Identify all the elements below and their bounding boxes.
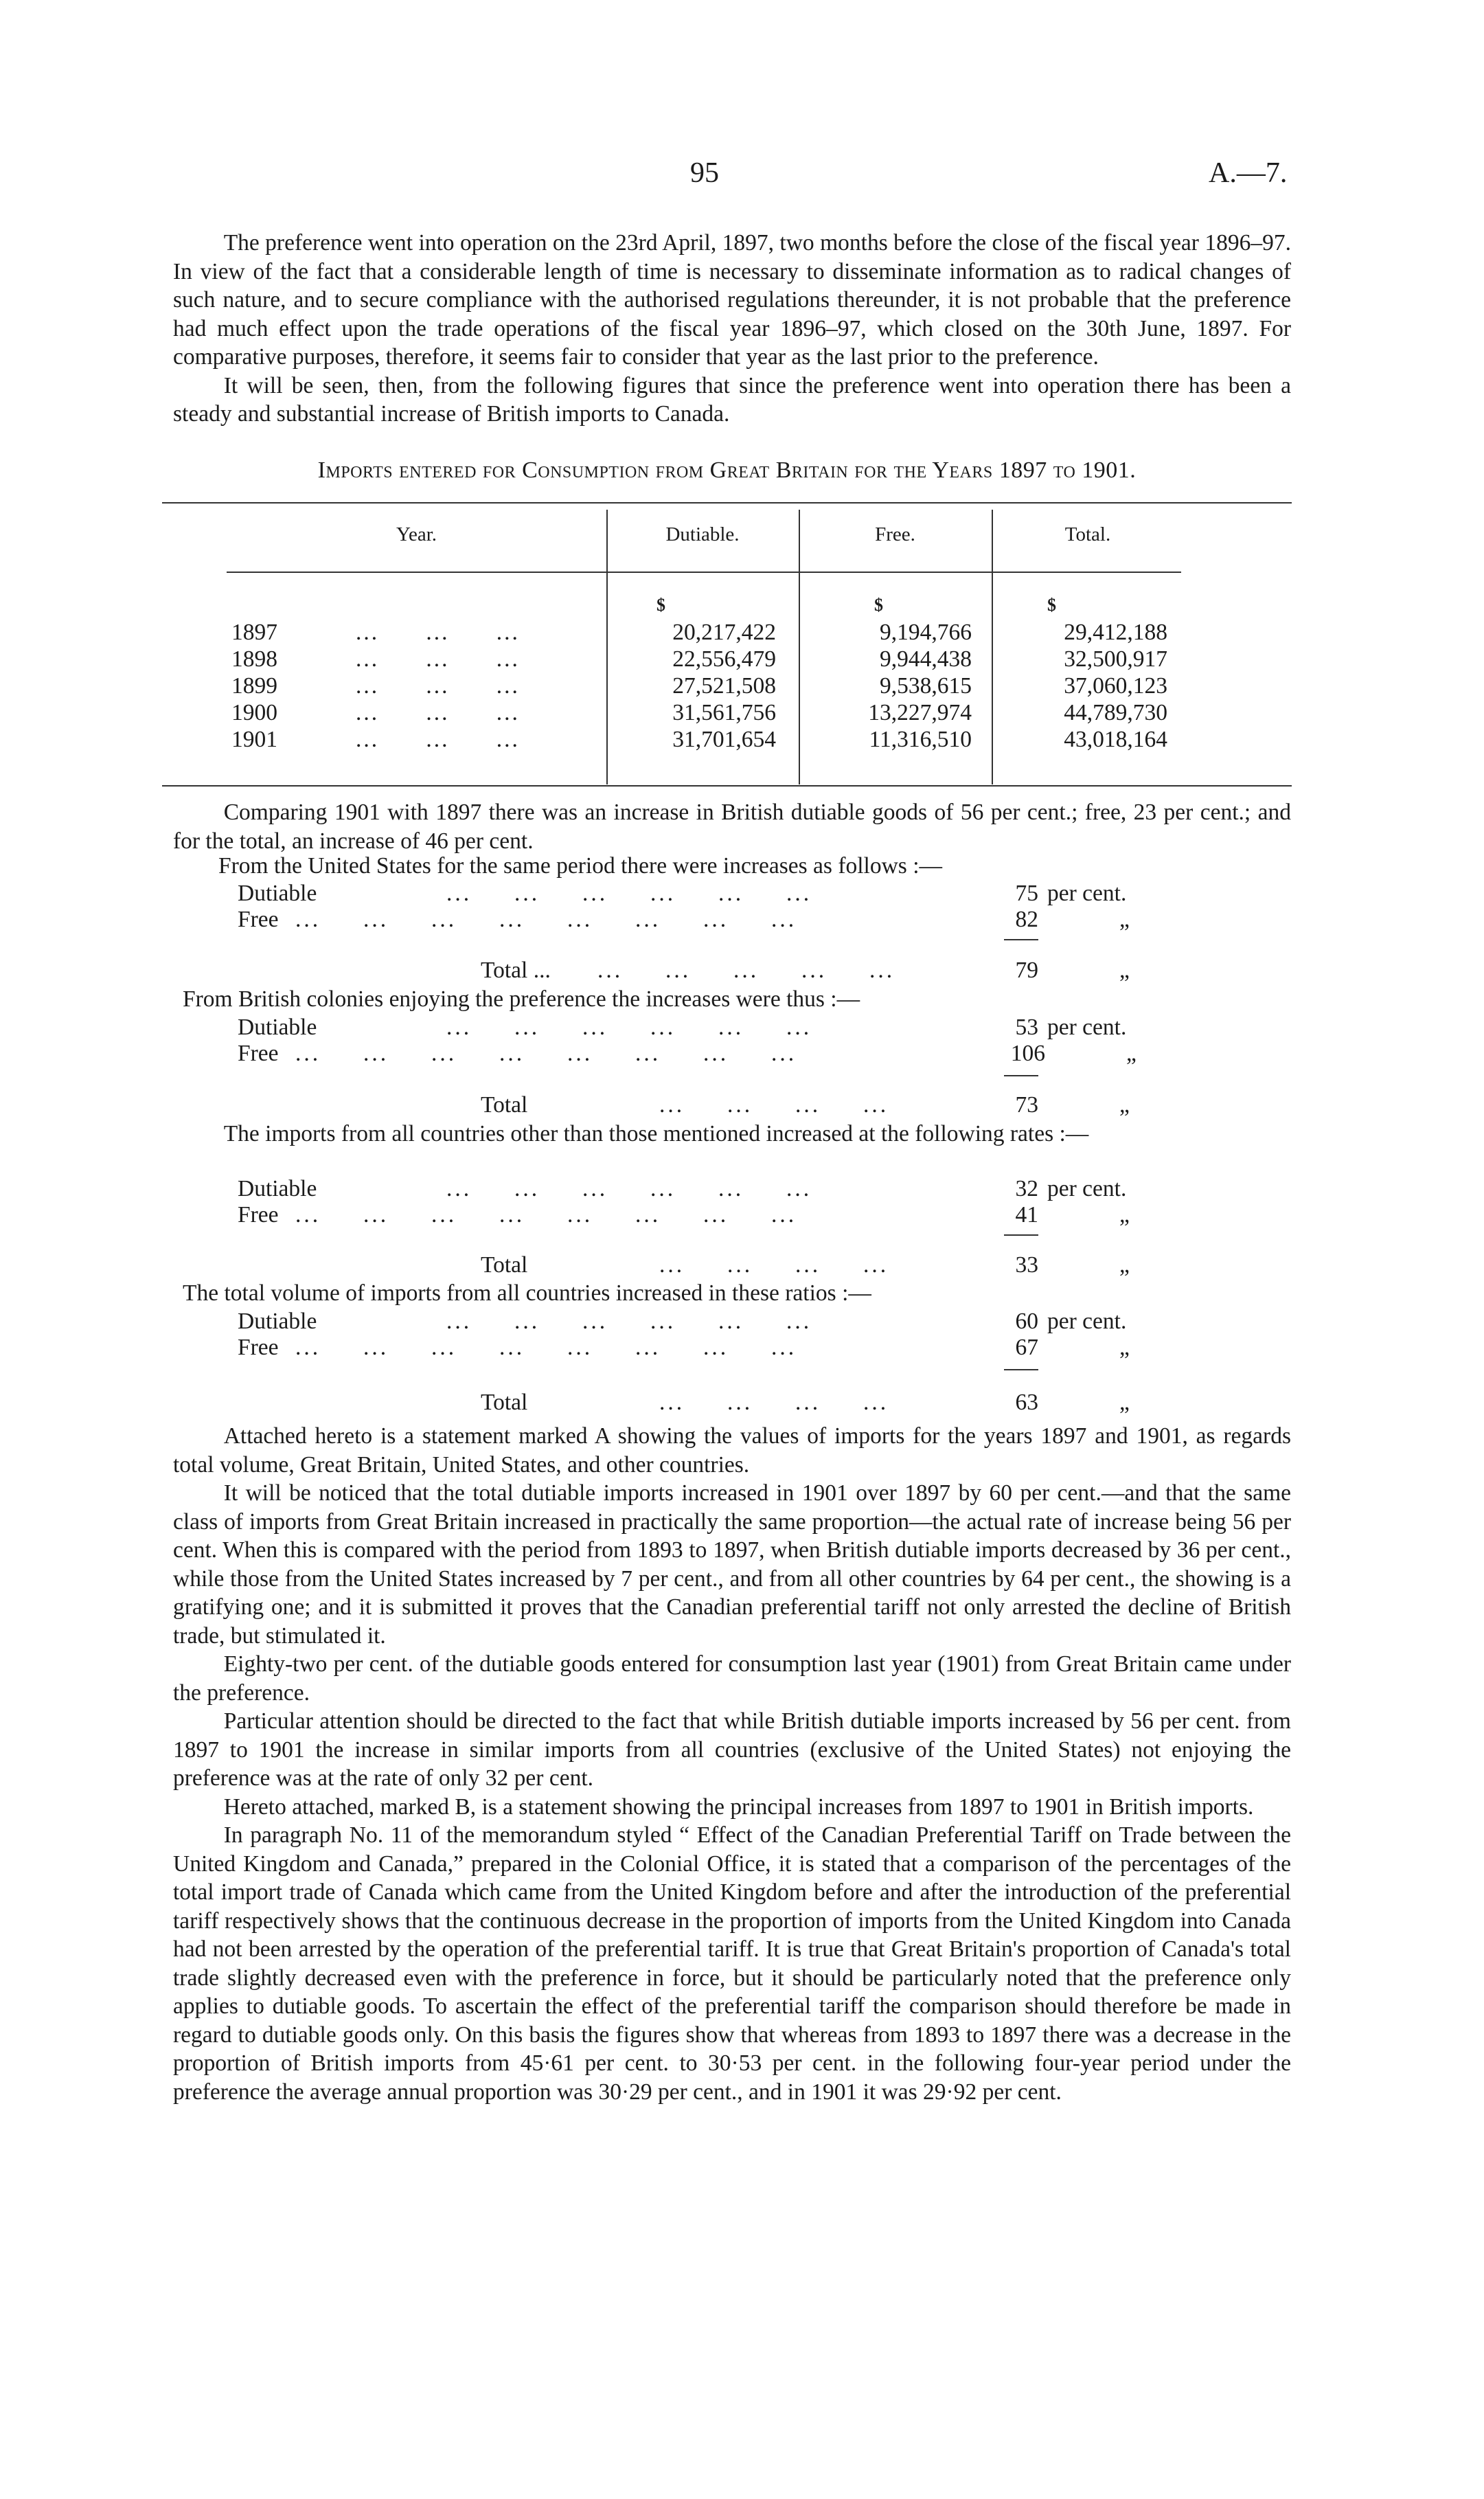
dutiable-unit: per cent. bbox=[1047, 1176, 1127, 1201]
row-total: 37,060,123 bbox=[1064, 673, 1167, 699]
document-reference: A.—7. bbox=[1209, 157, 1288, 189]
dot-leader: ... ... ... ... ... ... ... ... bbox=[295, 907, 797, 932]
dot-leader: ... ... ... ... ... ... bbox=[446, 881, 812, 906]
dot-leader: ... ... ... ... ... bbox=[597, 958, 895, 983]
dot-leader: ... ... ... ... ... ... ... ... bbox=[295, 1335, 797, 1360]
closing-paragraph: It will be noticed that the total dutiable imports increased in 1901 over 1897 by 60 per cent.—and that the same class of imports from Great Britain increased in practically the same proportion—the actual rate of increase being 56 per cent. When this is compared with the period from 1893 to 1897, when British dutiable imports decreased by 36 per cent., while those from the United States increased by 7 per cent., and from all other countries by 64 per cent., the showing is a gratifying one; and it is submitted it proves that the Canadian preferential tariff not only arrested the decline of British trade, but stimulated it. bbox=[173, 1480, 1291, 1649]
free-unit: „ bbox=[1119, 1202, 1130, 1228]
dutiable-value: 32 bbox=[1015, 1176, 1038, 1201]
dutiable-unit: per cent. bbox=[1047, 881, 1127, 906]
currency-free: $ bbox=[874, 595, 883, 615]
row-year: 1901 bbox=[231, 727, 277, 752]
total-label: Total ... bbox=[481, 958, 551, 983]
header-total: Total. bbox=[1064, 523, 1111, 545]
row-free: 13,227,974 bbox=[868, 700, 972, 725]
group-intro: From British colonies enjoying the preference the increases were thus :— bbox=[183, 986, 860, 1012]
free-label: Free bbox=[238, 1335, 279, 1360]
dot-leader: ... ... ... ... bbox=[659, 1092, 889, 1118]
row-leader: ... ... ... bbox=[356, 620, 520, 645]
dot-leader: ... ... ... ... ... ... ... ... bbox=[295, 1202, 797, 1228]
row-year: 1897 bbox=[231, 620, 277, 645]
row-free: 9,538,615 bbox=[880, 673, 972, 699]
row-dutiable: 31,561,756 bbox=[672, 700, 776, 725]
dot-leader: ... ... ... ... bbox=[659, 1390, 889, 1415]
row-dutiable: 22,556,479 bbox=[672, 646, 776, 672]
dutiable-label: Dutiable bbox=[238, 1176, 317, 1201]
dot-leader: ... ... ... ... ... ... bbox=[446, 1015, 812, 1040]
currency-total: $ bbox=[1047, 595, 1056, 615]
dutiable-value: 60 bbox=[1015, 1309, 1038, 1334]
closing-paragraph: Attached hereto is a statement marked A showing the values of imports for the years 1897 and 1901, as regards total volume, Great Britain, United States, and other countries. bbox=[173, 1423, 1291, 1478]
row-leader: ... ... ... bbox=[356, 646, 520, 672]
dutiable-label: Dutiable bbox=[238, 881, 317, 906]
total-value: 73 bbox=[1015, 1092, 1038, 1118]
dot-leader: ... ... ... ... bbox=[659, 1252, 889, 1278]
free-unit: „ bbox=[1126, 1041, 1137, 1066]
free-value: 41 bbox=[1015, 1202, 1038, 1228]
table-col-divider bbox=[799, 510, 800, 784]
table-top-rule bbox=[162, 502, 1292, 504]
table-title: Imports entered for Consumption from Great Britain for the Years 1897 to 1901. bbox=[317, 457, 1137, 483]
row-year: 1898 bbox=[231, 646, 277, 672]
total-unit: „ bbox=[1119, 1390, 1130, 1415]
total-label: Total bbox=[481, 1092, 528, 1118]
total-value: 79 bbox=[1015, 958, 1038, 983]
group-intro: From the United States for the same period there were increases as follows :— bbox=[218, 853, 943, 879]
intro-section bbox=[173, 229, 1291, 429]
table-col-divider bbox=[606, 510, 608, 784]
free-unit: „ bbox=[1119, 1335, 1130, 1360]
table-header-rule bbox=[227, 572, 1181, 573]
page-number: 95 bbox=[690, 157, 719, 189]
total-unit: „ bbox=[1119, 958, 1130, 983]
sum-rule bbox=[1004, 1075, 1038, 1076]
dot-leader: ... ... ... ... ... ... bbox=[446, 1309, 812, 1334]
closing-paragraph: Hereto attached, marked B, is a statement showing the principal increases from 1897 to 1901 in British imports. bbox=[223, 1794, 1254, 1820]
row-free: 9,194,766 bbox=[880, 620, 972, 645]
row-year: 1900 bbox=[231, 700, 277, 725]
header-free: Free. bbox=[875, 523, 915, 545]
dutiable-unit: per cent. bbox=[1047, 1309, 1127, 1334]
row-dutiable: 20,217,422 bbox=[672, 620, 776, 645]
dutiable-value: 53 bbox=[1015, 1015, 1038, 1040]
row-year: 1899 bbox=[231, 673, 277, 699]
row-total: 43,018,164 bbox=[1064, 727, 1167, 752]
header-year: Year. bbox=[396, 523, 437, 545]
closing-section bbox=[173, 1422, 1291, 2106]
total-label: Total bbox=[481, 1390, 528, 1415]
row-free: 11,316,510 bbox=[869, 727, 972, 752]
free-value: 67 bbox=[1015, 1335, 1038, 1360]
dot-leader: ... ... ... ... ... ... ... ... bbox=[295, 1041, 797, 1066]
row-dutiable: 31,701,654 bbox=[672, 727, 776, 752]
row-total: 44,789,730 bbox=[1064, 700, 1167, 725]
closing-paragraph: Particular attention should be directed to the fact that while British dutiable imports increased by 56 per cent. from 1897 to 1901 the increase in similar imports from all countries (exclusive of the United States) not enjoying the preference was at the rate of only 32 per cent. bbox=[173, 1708, 1291, 1791]
total-value: 63 bbox=[1015, 1390, 1038, 1415]
group-intro: The imports from all countries other than those mentioned increased at the following rates :— bbox=[223, 1121, 1089, 1146]
total-unit: „ bbox=[1119, 1252, 1130, 1278]
free-label: Free bbox=[238, 1041, 279, 1066]
free-unit: „ bbox=[1119, 907, 1130, 932]
header-dutiable: Dutiable. bbox=[665, 523, 740, 545]
row-leader: ... ... ... bbox=[356, 700, 520, 725]
dot-leader: ... ... ... ... ... ... bbox=[446, 1176, 812, 1201]
comparing-paragraph: Comparing 1901 with 1897 there was an increase in British dutiable goods of 56 per cent.; free, 23 per cent.; and for the total, an increase of 46 per cent. bbox=[173, 800, 1291, 854]
group-intro: The total volume of imports from all countries increased in these ratios :— bbox=[183, 1280, 871, 1306]
row-leader: ... ... ... bbox=[356, 727, 520, 752]
total-value: 33 bbox=[1015, 1252, 1038, 1278]
row-leader: ... ... ... bbox=[356, 673, 520, 699]
row-free: 9,944,438 bbox=[880, 646, 972, 672]
free-value: 106 bbox=[1010, 1041, 1045, 1066]
sum-rule bbox=[1004, 939, 1038, 940]
free-value: 82 bbox=[1015, 907, 1038, 932]
intro-paragraph-1: The preference went into operation on the 23rd April, 1897, two months before the close of the fiscal year 1896–97. In view of the fact that a considerable length of time is necessary to disseminate information as to radical changes of such nature, and to secure compliance with the authorised regulations thereunder, it is not probable that the preference had much effect upon the trade operations of the fiscal year 1896–97, which closed on the 30th June, 1897. For comparative purposes, therefore, it seems fair to consider that year as the last prior to the preference. bbox=[173, 230, 1291, 370]
table-col-divider bbox=[992, 510, 993, 784]
total-label: Total bbox=[481, 1252, 528, 1278]
free-label: Free bbox=[238, 907, 279, 932]
row-total: 29,412,188 bbox=[1064, 620, 1167, 645]
row-total: 32,500,917 bbox=[1064, 646, 1167, 672]
intro-paragraph-2: It will be seen, then, from the following figures that since the preference went into operation there has been a steady and substantial increase of British imports to Canada. bbox=[173, 372, 1291, 427]
free-label: Free bbox=[238, 1202, 279, 1228]
currency-dutiable: $ bbox=[657, 595, 665, 615]
dutiable-label: Dutiable bbox=[238, 1309, 317, 1334]
dutiable-unit: per cent. bbox=[1047, 1015, 1127, 1040]
closing-paragraph: In paragraph No. 11 of the memorandum styled “ Effect of the Canadian Preferential Tariff on Trade between the United Kingdom and Canada,” prepared in the Colonial Office, it is stated that a comparison of the percentages of the total import trade of Canada which came from the United Kingdom before and after the introduction of the preferential tariff respectively shows that the continuous decrease in the proportion of imports from the United Kingdom into Canada had not been arrested by the operation of the preferential tariff. It is true that Great Britain's proportion of Canada's total trade slightly decreased even with the preference in force, but it should be particularly noted that the preference only applies to dutiable goods. To ascertain the effect of the preferential tariff the comparison should therefore be made in regard to dutiable goods only. On this basis the figures show that whereas from 1893 to 1897 there was a decrease in the proportion of British imports from 45·61 per cent. to 30·53 per cent. in the following four-year period under the preference the average annual proportion was 30·29 per cent., and in 1901 it was 29·92 per cent. bbox=[173, 1822, 1291, 2105]
row-dutiable: 27,521,508 bbox=[672, 673, 776, 699]
total-unit: „ bbox=[1119, 1092, 1130, 1118]
dutiable-label: Dutiable bbox=[238, 1015, 317, 1040]
sum-rule bbox=[1004, 1234, 1038, 1236]
sum-rule bbox=[1004, 1369, 1038, 1370]
dutiable-value: 75 bbox=[1015, 881, 1038, 906]
table-bottom-rule bbox=[162, 785, 1292, 787]
closing-paragraph: Eighty-two per cent. of the dutiable goods entered for consumption last year (1901) from Great Britain came under the preference. bbox=[173, 1651, 1291, 1706]
